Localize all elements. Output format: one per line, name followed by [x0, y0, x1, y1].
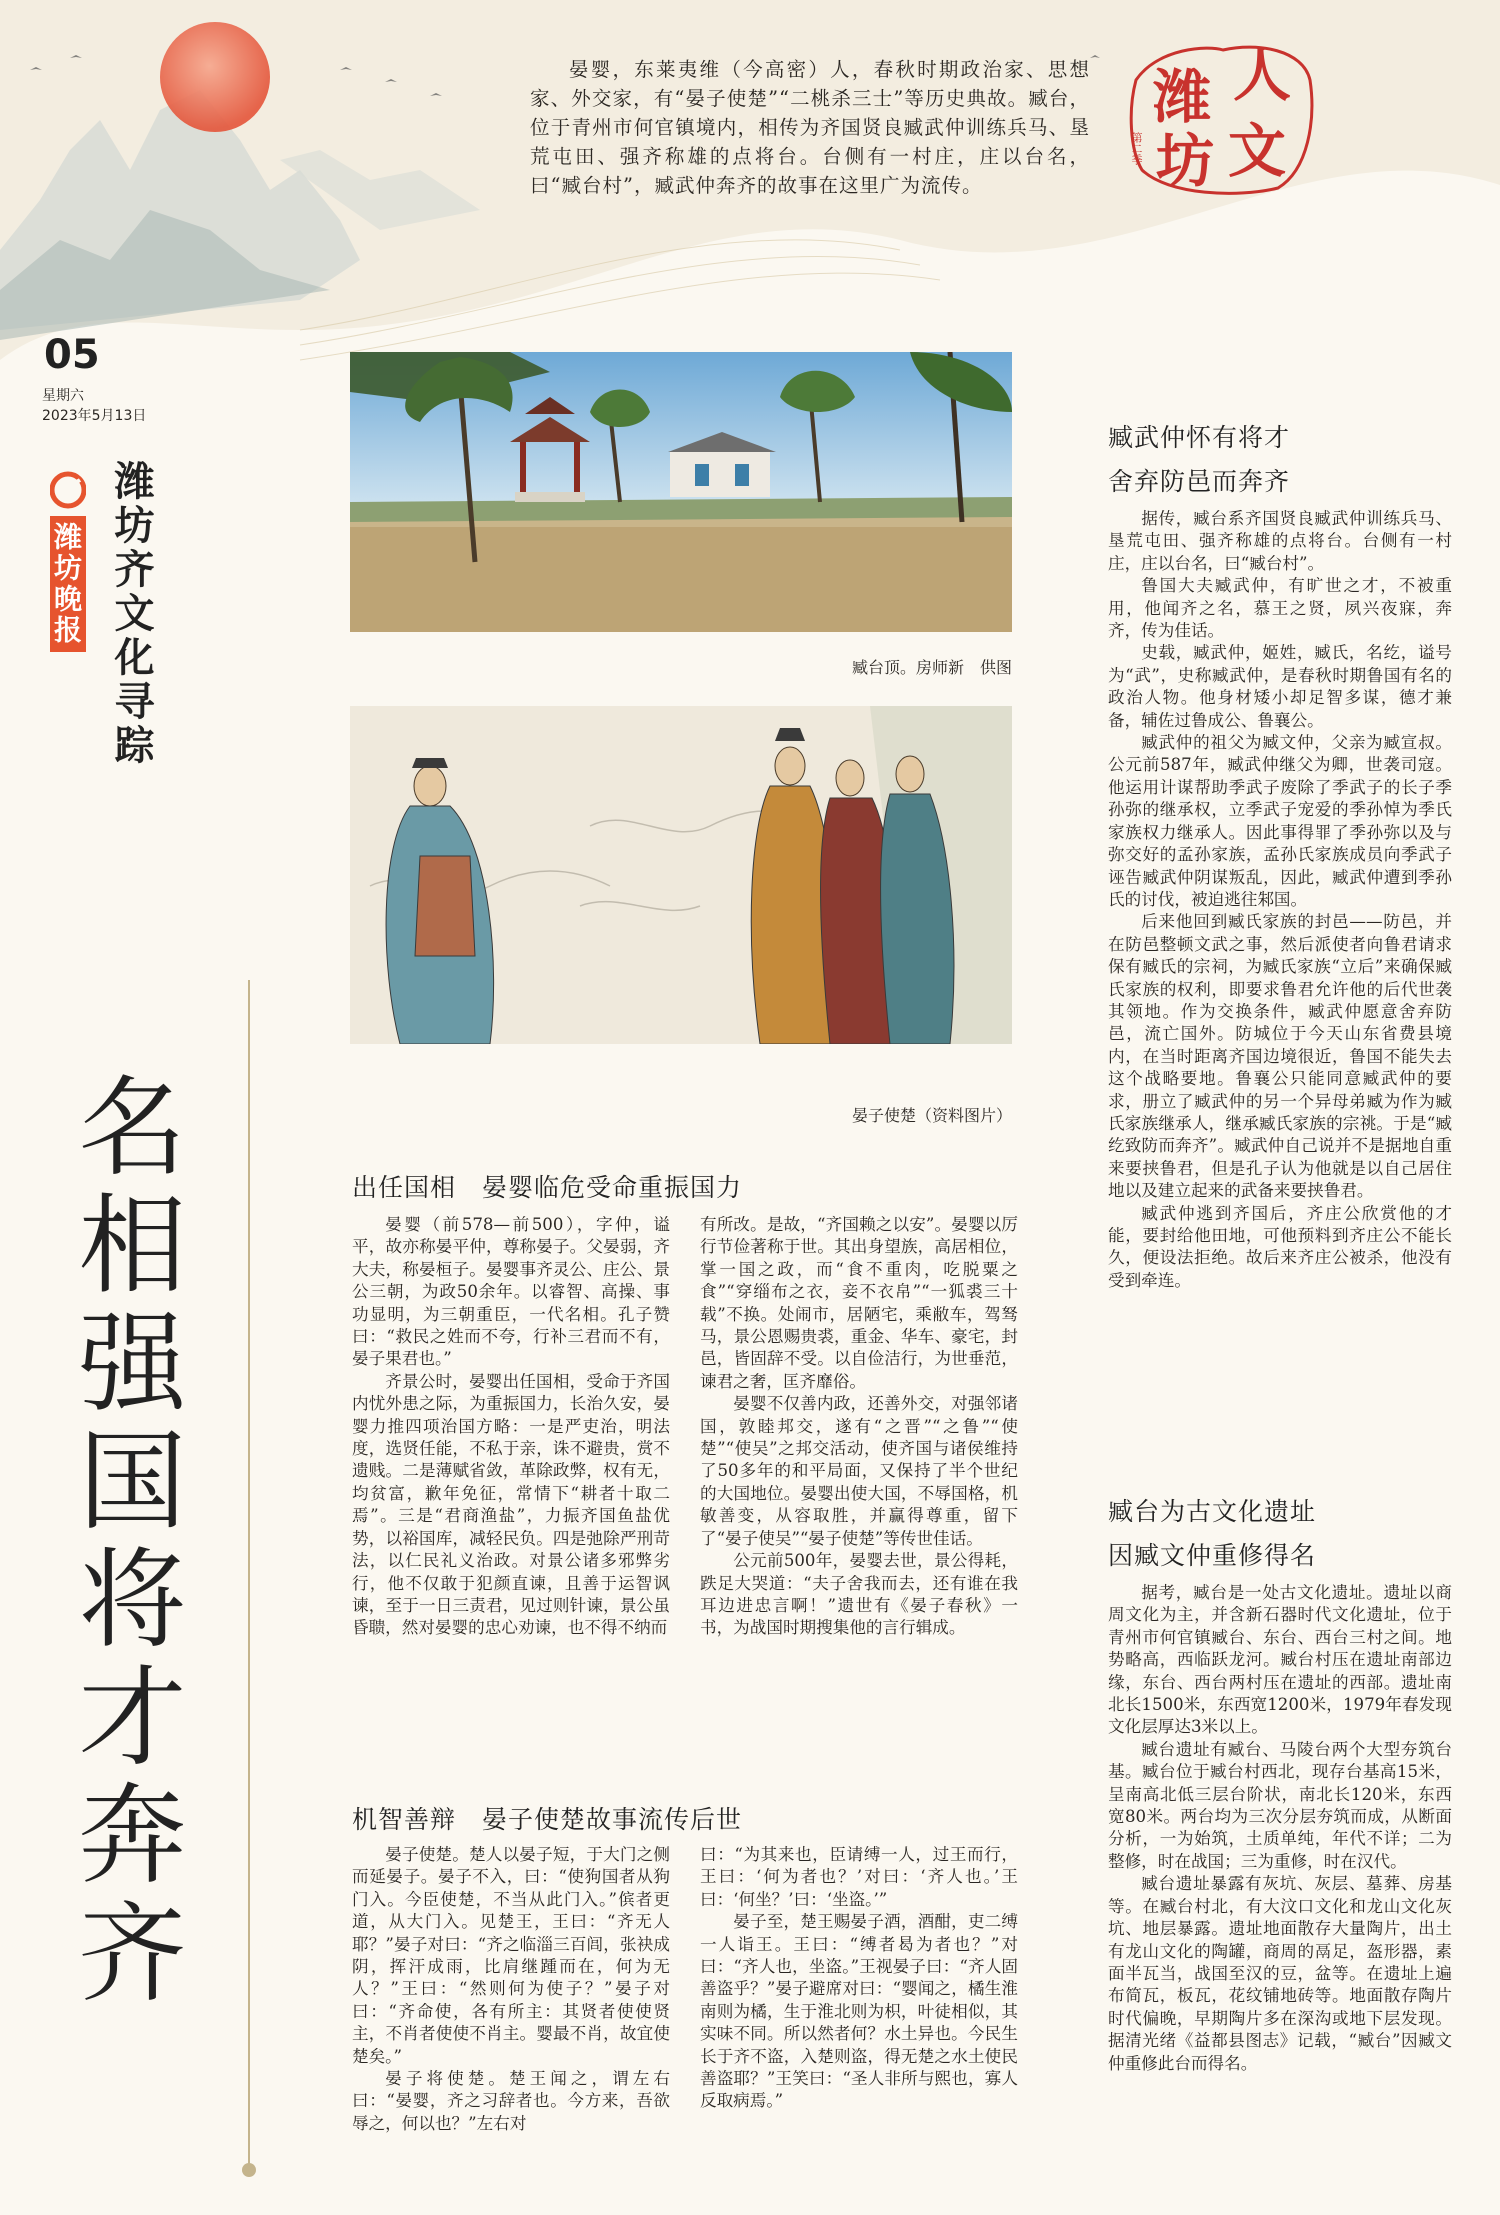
article4-heading-line1: 臧台为古文化遗址 — [1108, 1497, 1317, 1526]
logo-char-wei: 潍 — [1153, 63, 1212, 131]
page-number: 05 — [44, 332, 100, 378]
photo-yanzi-shichu — [350, 706, 1012, 1044]
zangtai-photo-illustration — [350, 352, 1012, 632]
article1-heading: 出任国相 晏婴临危受命重振国力 — [352, 1173, 743, 1202]
red-sun-decoration — [160, 22, 270, 132]
photo2-caption: 晏子使楚（资料图片） — [851, 1106, 1012, 1125]
paragraph: 公元前500年，晏婴去世，景公得耗，跌足大哭道：“夫子舍我而去，还有谁在我耳边进忠言啊！”遗世有《晏子春秋》一书，为战国时期搜集他的言行辑成。 — [700, 1551, 1018, 1638]
article3-heading-line1: 臧武仲怀有将才 — [1108, 423, 1291, 452]
paragraph: 有所改。是故，“齐国赖之以安”。晏婴以厉行节俭著称于世。其出身望族，高居相位，掌一国之政，而“食不重肉，吃脱粟之食”“穿缁布之衣，妾不衣帛”“一狐裘三十载”不换。处闹市，居陋宅，乘敝车，驾驽马，景公恩赐贵裘，重金、华车、豪宅，封邑，皆固辞不受。以自俭洁行，为世垂范，谏君之奢，匡齐靡俗。 — [700, 1215, 1018, 1391]
paragraph: 臧台遗址暴露有灰坑、灰层、墓葬、房基等。在臧台村北，有大汶口文化和龙山文化灰坑、地层暴露。遗址地面散存大量陶片，出土有龙山文化的陶罐，商周的鬲足，盔形器，素面半瓦当，战国至汉的豆，盆等。在遗址上遍布简瓦，板瓦，花纹铺地砖等。地面散存陶片时代偏晚，早期陶片多在深沟或地下层发现。据清光绪《益都县图志》记载，“臧台”因臧文仲重修此台而得名。 — [1108, 1874, 1452, 2073]
paragraph: 晏子将使楚。楚王闻之，谓左右曰：“晏婴，齐之习辞者也。今方来，吾欲辱之，何以也？”左右对 — [352, 2069, 670, 2133]
paper-name: 潍坊晚报 — [50, 516, 86, 652]
paragraph: 曰：“为其来也，臣请缚一人，过王而行，王曰：‘何为者也？’对曰：‘齐人也。’王曰：‘何坐？’曰：‘坐盗。’” — [700, 1845, 1018, 1909]
paragraph: 臧武仲逃到齐国后，齐庄公欣赏他的才能，要封给他田地，可他预料到齐庄公不能长久，便设法拒绝。故后来齐庄公被杀，他没有受到牵连。 — [1108, 1203, 1452, 1290]
yanzi-painting-illustration — [350, 706, 1012, 1044]
paragraph: 据传，臧台系齐国贤良臧武仲训练兵马、垦荒屯田、强齐称雄的点将台。台侧有一村庄，庄以台名，曰“臧台村”。 — [1108, 509, 1452, 573]
weekday: 星期六 — [42, 388, 84, 404]
paragraph: 齐景公时，晏婴出任国相，受命于齐国内忧外患之际，为重振国力，长治久安，晏婴力推四项治国方略：一是严吏治，明法度，选贤任能，不私于亲，诛不避贵，赏不遗贱。二是薄赋省敛，革除政弊，权有无，均贫富，歉年免征，常情下“耕者十取二焉”。三是“君商渔盐”，力振齐国鱼盐优势，以裕国库，减轻民负。四是弛除严刑苛法，以仁民礼义治政。对景公诸多邪弊劣行，他不仅敢于犯颜直谏，且善于运智讽谏，至于一日三责君，见过则针谏，景公虽昏聩，然对晏婴的忠心劝谏，也不得不纳而 — [352, 1371, 670, 1638]
article2-col2 — [700, 1844, 1018, 2113]
divider-dot — [242, 2163, 256, 2177]
paper-emblem-icon — [50, 470, 86, 510]
issue-date: 2023年5月13日 — [42, 408, 147, 424]
logo-char-fang: 坊 — [1156, 127, 1215, 195]
photo-zangtai — [350, 352, 1012, 632]
paragraph: 臧台遗址有臧台、马陵台两个大型夯筑台基。臧台位于臧台村西北，现存台基高15米，呈南高北低三层台阶状，南北长120米，东西宽80米。两台均为三次分层夯筑而成，从断面分析，一为始筑，土质单纯，年代不详；二为整修，时在战国；三为重修，时在汉代。 — [1108, 1739, 1452, 1871]
article3-body — [1108, 508, 1452, 1292]
paragraph: 史载，臧武仲，姬姓，臧氏，名纥，谥号为“武”，史称臧武仲，是春秋时期鲁国有名的政治人物。他身材矮小却足智多谋，德才兼备，辅佐过鲁成公、鲁襄公。 — [1108, 643, 1452, 730]
article1-col2 — [700, 1214, 1018, 1640]
article4-body — [1108, 1582, 1452, 2075]
vertical-divider — [248, 980, 250, 2170]
page-headline: 名相强国将才奔齐 — [60, 1070, 185, 2014]
logo-char-ren: 人 — [1233, 41, 1292, 109]
paragraph: 晏婴不仅善内政，还善外交，对强邻诸国，敦睦邦交，遂有“之晋”“之鲁”“使楚”“使吴”之邦交活动，使齐国与诸侯维持了50多年的和平局面，又保持了半个世纪的大国地位。晏婴出使大国，不辱国格，机敏善变，从容取胜，并赢得尊重，留下了“晏子使吴”“晏子使楚”等传世佳话。 — [700, 1394, 1018, 1548]
article2-heading: 机智善辩 晏子使楚故事流传后世 — [352, 1805, 743, 1834]
article4-heading-line2: 因臧文仲重修得名 — [1108, 1541, 1317, 1570]
article3-heading-line2: 舍弃防邑而奔齐 — [1108, 467, 1291, 496]
intro-paragraph: 晏婴，东莱夷维（今高密）人，春秋时期政治家、思想家、外交家，有“晏子使楚”“二桃杀三士”等历史典故。臧台，位于青州市何官镇境内，相传为齐国贤良臧武仲训练兵马、垦荒屯田、强齐称雄的点将台。台侧有一村庄，庄以台名，曰“臧台村”，臧武仲奔齐的故事在这里广为流传。 — [530, 58, 1090, 197]
logo-season: 第二季 — [1130, 132, 1143, 165]
logo-char-wen: 文 — [1228, 117, 1287, 185]
section-title: 潍坊齐文化寻踪 — [108, 460, 154, 768]
photo1-caption: 臧台顶。房师新 供图 — [851, 658, 1012, 677]
newspaper-logo — [46, 470, 90, 686]
paragraph: 晏子使楚。楚人以晏子短，于大门之侧而延晏子。晏子不入，曰：“使狗国者从狗门入。今臣使楚，不当从此门入。”傧者更道，从大门入。见楚王，王曰：“齐无人耶？”晏子对曰：“齐之临淄三百闾，张袂成阴，挥汗成雨，比肩继踵而在，何为无人？”王曰：“然则何为使子？”晏子对曰：“齐命使，各有所主：其贤者使使贤主，不肖者使使不肖主。婴最不肖，故宜使楚矣。” — [352, 1845, 670, 2066]
paragraph: 臧武仲的祖父为臧文仲，父亲为臧宣叔。公元前587年，臧武仲继父为卿，世袭司寇。他运用计谋帮助季武子废除了季武子的长子季孙弥的继承权，立季武子宠爱的季孙悼为季氏家族权力继承人。因此事得罪了季孙弥以及与弥交好的孟孙家族，孟孙氏家族成员向季武子诬告臧武仲阴谋叛乱，因此，臧武仲遭到季孙氏的讨伐，被迫逃往邾国。 — [1108, 733, 1452, 909]
article2-col1 — [352, 1844, 670, 2135]
article1-col1 — [352, 1214, 670, 1640]
paragraph: 据考，臧台是一处古文化遗址。遗址以商周文化为主，并含新石器时代文化遗址，位于青州市何官镇臧台、东台、西台三村之间。地势略高，西临跃龙河。臧台村压在遗址南部边缘，东台、西台两村压在遗址的西部。遗址南北长1500米，东西宽1200米，1979年春发现文化层厚达3米以上。 — [1108, 1583, 1452, 1737]
paragraph: 晏婴（前578—前500），字仲，谥平，故亦称晏平仲，尊称晏子。父晏弱，齐大夫，称晏桓子。晏婴事齐灵公、庄公、景公三朝，为政50余年。以睿智、高操、事功显明，为三朝重臣，一代名相。孔子赞曰：“救民之姓而不夸，行补三君而不有，晏子果君也。” — [352, 1215, 670, 1369]
paragraph: 鲁国大夫臧武仲，有旷世之才，不被重用，他闻齐之名，慕王之贤，夙兴夜寐，奔齐，传为佳话。 — [1108, 576, 1452, 641]
column-logo — [1128, 40, 1318, 195]
paragraph: 晏子至，楚王赐晏子酒，酒酣，吏二缚一人诣王。王曰：“缚者曷为者也？”对曰：“齐人也，坐盗。”王视晏子曰：“齐人固善盗乎？”晏子避席对曰：“婴闻之，橘生淮南则为橘，生于淮北则为枳，叶徒相似，其实味不同。所以然者何？水土异也。今民生长于齐不盗，入楚则盗，得无楚之水土使民善盗耶？”王笑曰：“圣人非所与熙也，寡人反取病焉。” — [700, 1912, 1018, 2111]
paragraph: 后来他回到臧氏家族的封邑——防邑，并在防邑整顿文武之事，然后派使者向鲁君请求保有臧氏的宗祠，为臧氏家族“立后”来确保臧氏家族的权利，即要求鲁君允许他的后代世袭其领地。作为交换条件，臧武仲愿意舍弃防邑，流亡国外。防城位于今天山东省费县境内，在当时距离齐国边境很近，鲁国不能失去这个战略要地。鲁襄公只能同意臧武仲的要求，册立了臧武仲的另一个异母弟臧为作为臧氏家族继承人，继承臧氏家族的宗祧。于是“臧纥致防而奔齐”。臧武仲自己说并不是据地自重来要挟鲁君，但是孔子认为他就是以自己居住地以及建立起来的武备来要挟鲁君。 — [1108, 912, 1452, 1201]
